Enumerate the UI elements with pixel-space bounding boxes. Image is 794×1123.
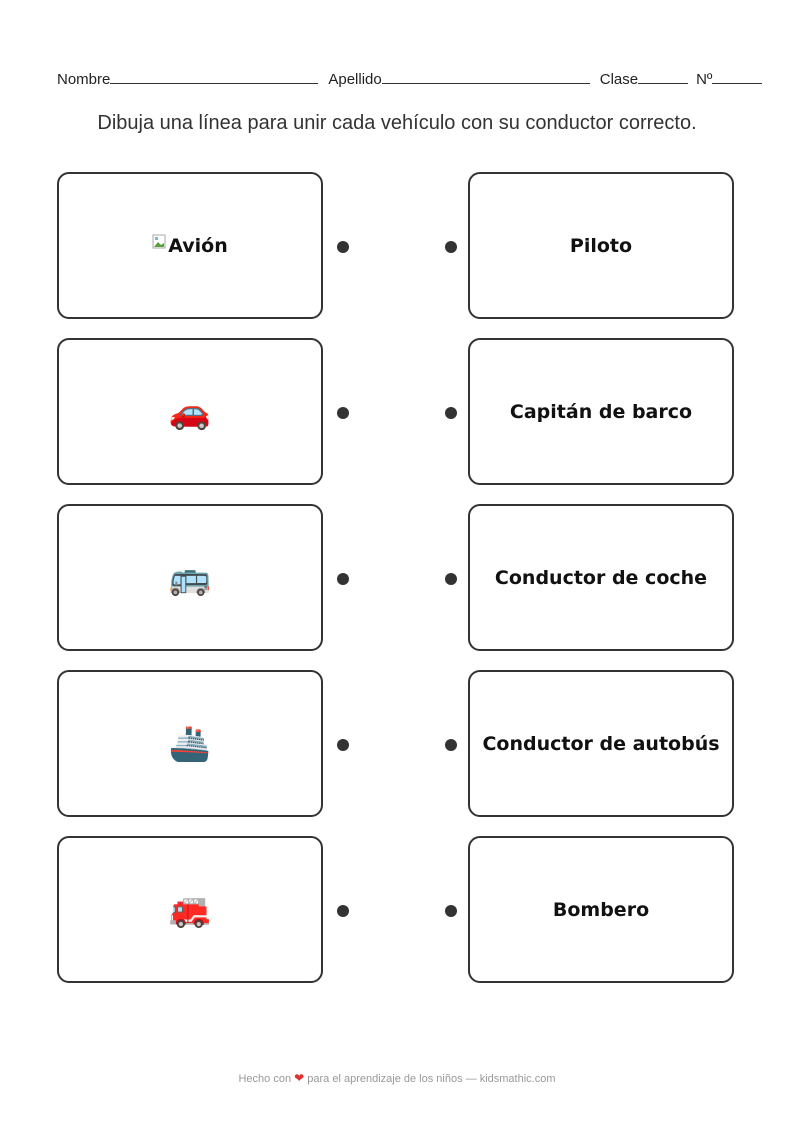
driver-label: Conductor de autobús: [482, 732, 720, 755]
surname-field[interactable]: [328, 71, 589, 88]
driver-label: Piloto: [569, 234, 633, 257]
class-line[interactable]: [638, 82, 688, 84]
driver-card: [468, 504, 734, 651]
left-connection-dot[interactable]: [337, 739, 349, 751]
driver-card: [468, 338, 734, 485]
driver-card: [468, 670, 734, 817]
vehicle-card-car: [57, 338, 323, 485]
left-connection-dot[interactable]: [337, 407, 349, 419]
bus-icon: 🚌: [168, 557, 212, 598]
ship-icon: 🚢: [168, 723, 212, 764]
driver-label: Bombero: [552, 898, 650, 921]
number-label: Nº: [696, 71, 713, 88]
car-icon: 🚗: [168, 391, 212, 432]
left-connection-dot[interactable]: [337, 905, 349, 917]
vehicle-card-airplane: [57, 172, 323, 319]
right-connection-dot[interactable]: [445, 407, 457, 419]
number-field[interactable]: [696, 71, 762, 88]
heart-icon: ❤: [294, 1071, 305, 1085]
right-connection-dot[interactable]: [445, 905, 457, 917]
right-connection-dot[interactable]: [445, 241, 457, 253]
footer-suffix: para el aprendizaje de los niños — kidsmathic.com: [307, 1073, 556, 1085]
left-connection-dot[interactable]: [337, 241, 349, 253]
airplane-alt-text: Avión: [152, 235, 228, 257]
right-connection-dot[interactable]: [445, 739, 457, 751]
right-connection-dot[interactable]: [445, 573, 457, 585]
student-info-header: [57, 68, 777, 88]
name-field[interactable]: [57, 71, 318, 88]
footer: [0, 1071, 794, 1085]
name-line[interactable]: [110, 82, 318, 84]
surname-label: Apellido: [328, 71, 382, 88]
driver-label: Capitán de barco: [509, 400, 693, 423]
class-field[interactable]: [600, 71, 688, 88]
driver-card: [468, 172, 734, 319]
vehicle-card-bus: [57, 504, 323, 651]
instructions: Dibuja una línea para unir cada vehículo con su conductor correcto.: [97, 112, 697, 134]
driver-card: [468, 836, 734, 983]
surname-line[interactable]: [382, 82, 590, 84]
footer-prefix: Hecho con: [238, 1073, 292, 1085]
vehicle-card-ship: [57, 670, 323, 817]
broken-image-icon: [152, 233, 168, 249]
fire-engine-icon: 🚒: [168, 889, 212, 930]
driver-label: Conductor de coche: [494, 566, 708, 589]
vehicle-card-fire-engine: [57, 836, 323, 983]
left-connection-dot[interactable]: [337, 573, 349, 585]
name-label: Nombre: [57, 71, 111, 88]
class-label: Clase: [599, 71, 639, 88]
number-line[interactable]: [712, 82, 762, 84]
